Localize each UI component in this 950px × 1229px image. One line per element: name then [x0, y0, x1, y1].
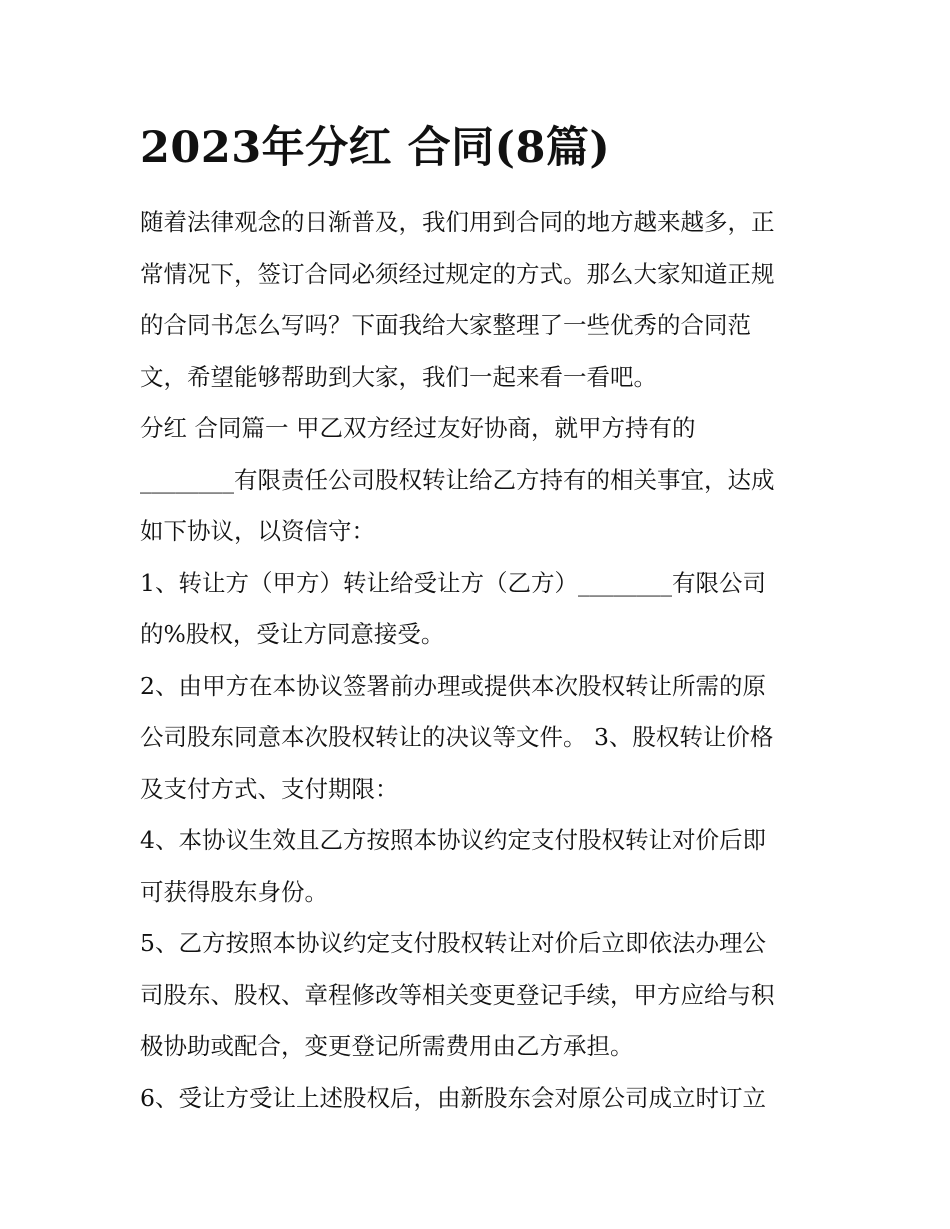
body-line: 1、转让方（甲方）转让给受让方（乙方）________有限公司 — [140, 568, 766, 597]
body-line: 5、乙方按照本协议约定支付股权转让对价后立即依法办理公 — [140, 929, 766, 957]
body-line: ________有限责任公司股权转让给乙方持有的相关事宜，达成 — [140, 465, 775, 494]
body-line: 文，希望能够帮助到大家，我们一起来看一看吧。 — [140, 362, 657, 391]
body-line: 常情况下，签订合同必须经过规定的方式。那么大家知道正规 — [140, 259, 775, 288]
body-line: 的合同书怎么写吗？下面我给大家整理了一些优秀的合同范 — [140, 311, 751, 339]
body-line: 4、本协议生效且乙方按照本协议约定支付股权转让对价后即 — [140, 826, 766, 854]
body-line: 公司股东同意本次股权转让的决议等文件。 3、股权转让价格 — [140, 723, 774, 751]
body-line: 极协助或配合，变更登记所需费用由乙方承担。 — [140, 1032, 634, 1060]
body-line: 2、由甲方在本协议签署前办理或提供本次股权转让所需的原 — [140, 671, 766, 700]
body-line: 6、受让方受让上述股权后，由新股东会对原公司成立时订立 — [140, 1083, 766, 1112]
body-line: 的%股权，受让方同意接受。 — [140, 620, 445, 648]
document-body — [140, 197, 820, 1124]
body-line: 如下协议，以资信守： — [140, 517, 375, 545]
body-line: 可获得股东身份。 — [140, 877, 328, 906]
document-title: 2023年分红 合同(8篇) — [140, 123, 611, 173]
body-line: 随着法律观念的日渐普及，我们用到合同的地方越来越多，正 — [140, 208, 775, 236]
body-line: 及支付方式、支付期限： — [140, 774, 399, 803]
body-line: 分红 合同篇一 甲乙双方经过友好协商，就甲方持有的 — [140, 414, 696, 442]
body-line: 司股东、股权、章程修改等相关变更登记手续，甲方应给与积 — [140, 980, 775, 1009]
